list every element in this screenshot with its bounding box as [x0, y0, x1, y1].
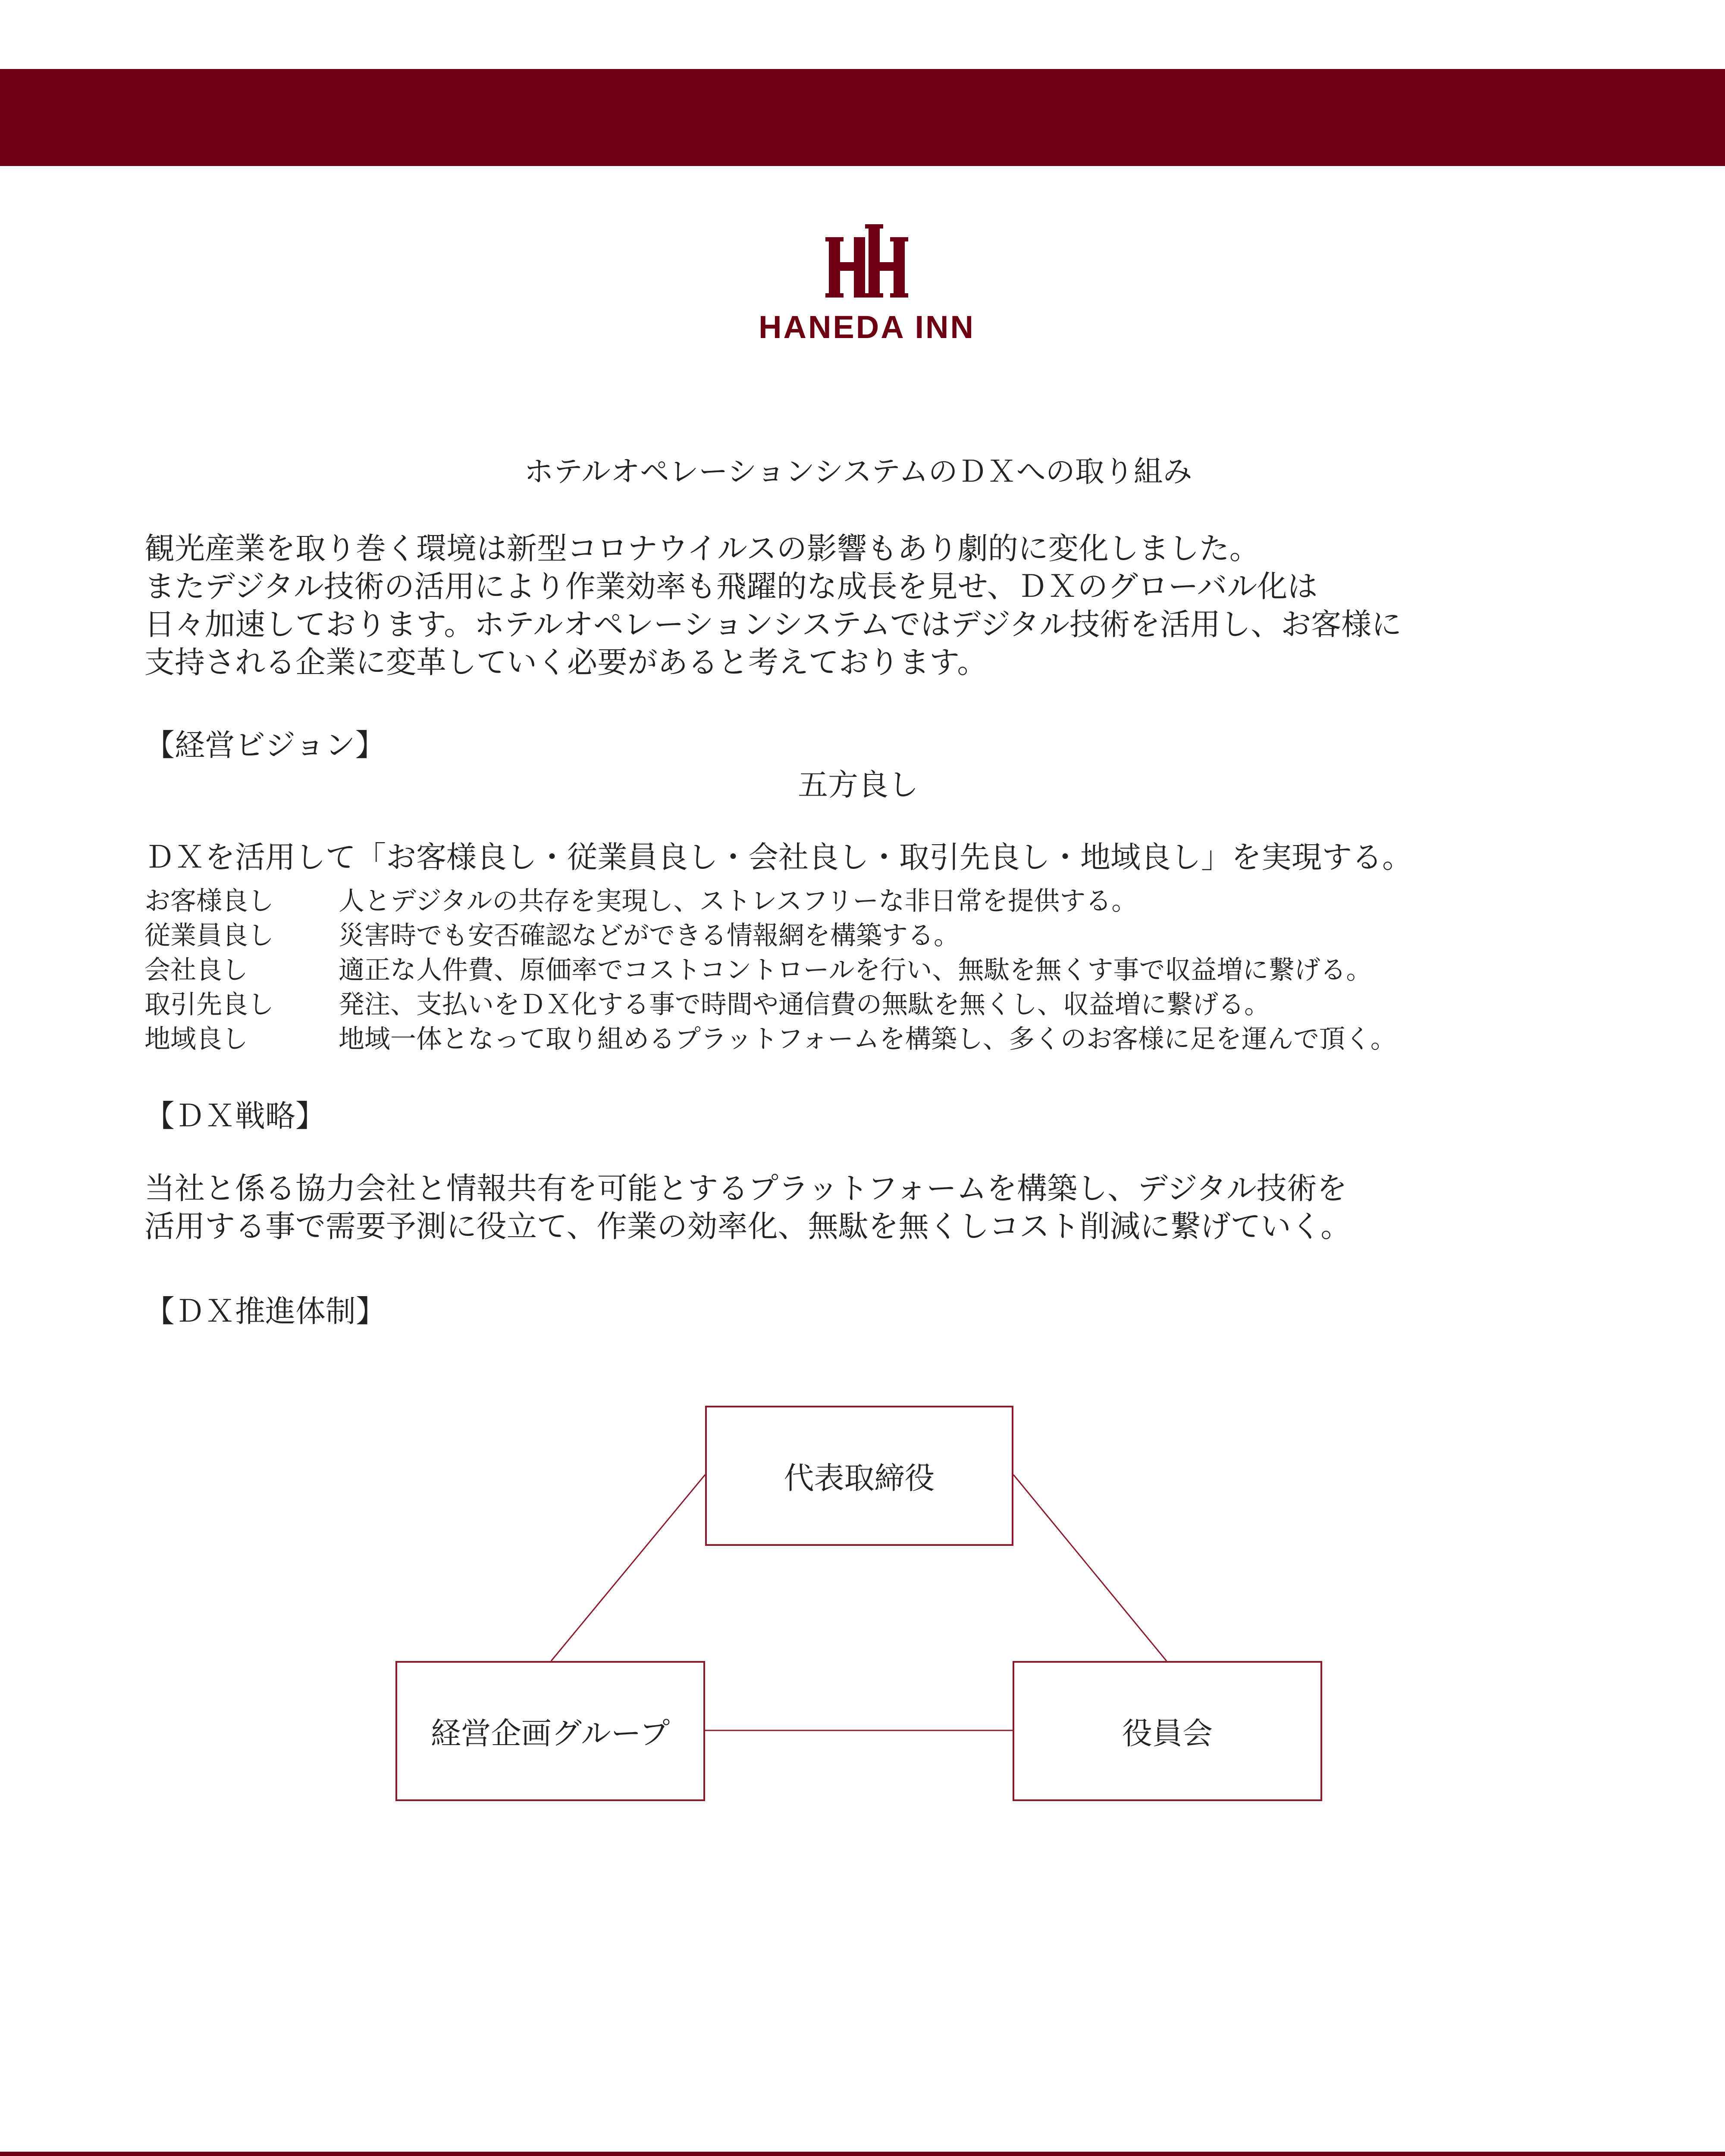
- vision-item-desc: 人とデジタルの共存を実現し、ストレスフリーな非日常を提供する。: [339, 886, 1138, 916]
- vision-item-name: 従業員良し: [144, 921, 274, 951]
- connector-top-left: [551, 1475, 705, 1661]
- intro-line-4: 支持される企業に変革していく必要があると考えております。: [144, 645, 988, 680]
- vision-item-desc: 地域一体となって取り組めるプラットフォームを構築し、多くのお客様に足を運んで頂く。: [339, 1024, 1396, 1054]
- vision-item-desc: 災害時でも安否確認などができる情報網を構築する。: [339, 921, 960, 951]
- connector-top-right: [1013, 1475, 1167, 1661]
- intro-line-1: 観光産業を取り巻く環境は新型コロナウイルスの影響もあり劇的に変化しました。: [144, 531, 1260, 566]
- logo-text: HANEDA INN: [759, 309, 975, 345]
- intro-line-3: 日々加速しております。ホテルオペレーションシステムではデジタル技術を活用し、お客様に: [144, 607, 1402, 642]
- vision-item-name: お客様良し: [144, 886, 274, 916]
- org-node-left: 経営企画グループ: [395, 1661, 705, 1801]
- logo: [750, 224, 983, 349]
- vision-heading: 【経営ビジョン】: [144, 727, 386, 763]
- org-node-right: 役員会: [1013, 1661, 1322, 1801]
- vision-item-name: 会社良し: [144, 955, 248, 985]
- footer-band: [0, 2152, 1725, 2156]
- header-band: [0, 69, 1725, 166]
- strategy-line-1: 当社と係る協力会社と情報共有を可能とするプラットフォームを構築し、デジタル技術を: [144, 1171, 1347, 1206]
- vision-item: [144, 984, 1611, 1018]
- vision-item-desc: 適正な人件費、原価率でコストコントロールを行い、無駄を無くす事で収益増に繋げる。: [339, 955, 1372, 985]
- vision-item-name: 取引先良し: [144, 990, 274, 1020]
- strategy-heading: 【ＤＸ戦略】: [144, 1098, 326, 1134]
- vision-item-desc: 発注、支払いをＤＸ化する事で時間や通信費の無駄を無くし、収益増に繋げる。: [339, 990, 1270, 1020]
- vision-item: [144, 950, 1611, 984]
- hh-monogram-icon: [824, 224, 910, 302]
- intro-line-2: またデジタル技術の活用により作業効率も飛躍的な成長を見せ、ＤＸのグローバル化は: [144, 569, 1318, 604]
- vision-item: [144, 915, 1611, 950]
- vision-lead: ＤＸを活用して「お客様良し・従業員良し・会社良し・取引先良し・地域良し」を実現する。: [144, 840, 1412, 875]
- org-node-top: 代表取締役: [705, 1406, 1013, 1546]
- structure-heading: 【ＤＸ推進体制】: [144, 1294, 386, 1329]
- vision-item: [144, 1018, 1611, 1053]
- strategy-line-2: 活用する事で需要予測に役立て、作業の効率化、無駄を無くしコスト削減に繋げていく。: [144, 1209, 1351, 1244]
- vision-item: [144, 881, 1611, 915]
- vision-motto: 五方良し: [798, 767, 919, 802]
- vision-item-name: 地域良し: [144, 1024, 248, 1054]
- org-diagram: [0, 1380, 1725, 1811]
- page-title: ホテルオペレーションシステムのＤＸへの取り組み: [524, 455, 1192, 489]
